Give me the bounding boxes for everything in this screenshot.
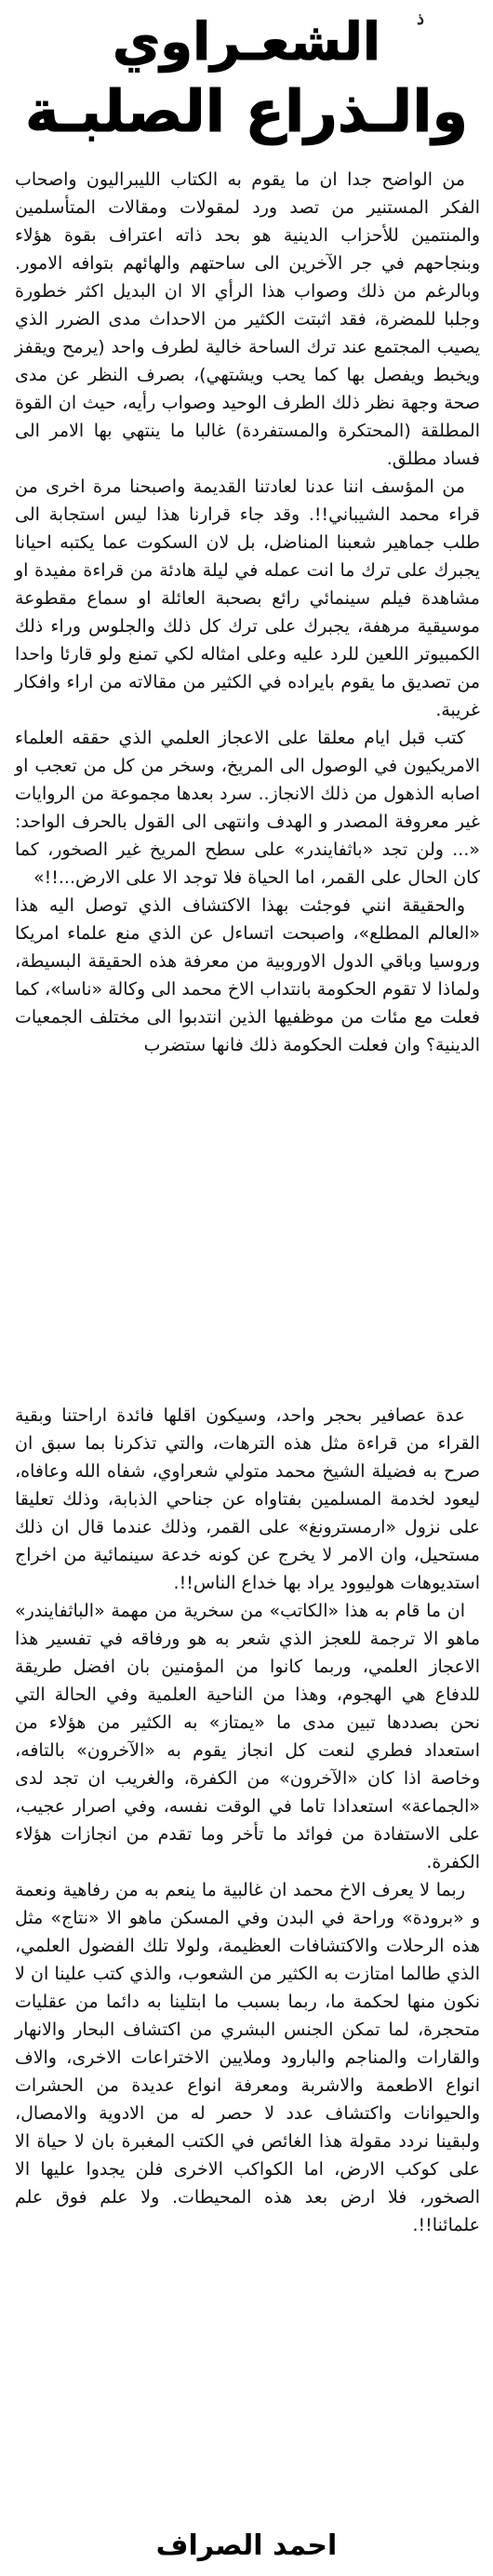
paragraph: عدة عصافير بحجر واحد، وسيكون اقلها فائدة اراحتنا وبقية القراء من قراءة مثل هذه الترهات، والتي تذكرنا بما سبق ان صرح به فضيلة الشيخ محمد متولي شعراوي، شفاه الله وعافاه، ليعود لخدمة المسلمين بفتاواه عن جناحي الذبابة، وذلك تعليقا على نزول «ارمسترونغ» على القمر، وذلك عندما قال ان ذلك مستحيل، وان الامر لا يخرج عن كونه خدعة سينمائية من اخراج استديوهات هوليوود يراد بها خداع الناس!!.	[15, 1405, 480, 1593]
headline	[0, 13, 493, 145]
headline-line-1: الشعـراوي	[112, 12, 381, 73]
corner-mark: ذ	[417, 9, 425, 29]
paragraph: كتب قبل ايام معلقا على الاعجاز العلمي الذي حققه العلماء الامريكيون في الوصول الى المريخ، وسخر من كل من تعجب او اصابه الذهول من ذلك الانجاز.. سرد بعدها مجموعة من الروايات غير معروفة المصدر و الهدف وانتهى الى القول بالحرف الواحد: «... ولن تجد «باثفايندر» على سطح المريخ غير الصخور، كما كان الحال على القمر، اما الحياة فلا توجد الا على الارض...!!»	[15, 728, 480, 888]
headline-line-2: والـذراع الصلبـة	[25, 77, 468, 146]
article-body-part-1	[15, 166, 480, 1059]
paragraph: ان ما قام به هذا «الكاتب» من سخرية من مهمة «الباثفايندر» ماهو الا ترجمة للعجز الذي شعر به هو ورفاقه في تفسير هذا الاعجاز العلمي، وربما كانوا من المؤمنين بان افضل طريقة للدفاع هي الهجوم، وهذا من الناحية العلمية وفي الحالة التي نحن بصددها تبين مدى ما «يمتاز» به الكثير من هؤلاء من استعداد فطري لنعت كل انجاز يقوم به «الآخرون» بالتافه، وخاصة اذا كان «الآخرون» من الكفرة، والغريب ان تجد لدى «الجماعة» استعدادا تاما في الوقت نفسه، وفي اصرار عجيب، على الاستفادة من فوائد ما تأخر وما تقدم من انجازات هؤلاء الكفرة.	[15, 1601, 480, 1872]
paragraph: من المؤسف اننا عدنا لعادتنا القديمة واصبحنا مرة اخرى من قراء محمد الشيباني!!. وقد جاء قرارنا هذا ليس استجابة الى طلب جماهير شعبنا المناضل، بل لان السكوت عما يكتبه احيانا يجبرك على ترك ما انت عمله في ليلة هادئة من قراءة مفيدة او مشاهدة فيلم سينمائي رائع بصحبة العائلة او سماع مقطوعة موسيقية مرهفة، يجبرك على ترك كل ذلك والجلوس وراء ذلك الكمبيوتر اللعين للرد عليه وعلى امثاله لكي تمنع ولو قارئا واحدا من تصديق ما يقوم بايراده في الكثير من مقالاته من اراء وافكار غريبة.	[15, 476, 480, 720]
paragraph: ربما لا يعرف الاخ محمد ان غالبية ما ينعم به من رفاهية ونعمة و «برودة» وراحة في البدن وفي المسكن ماهو الا «نتاج» مثل هذه الرحلات والاكتشافات العظيمة، ولولا تلك الفضول العلمي، الذي طالما امتازت به الكثير من الشعوب، والذي كتب علينا ان لا نكون منها لحكمة ما، ربما بسبب ما ابتلينا به دائما من عقليات متحجرة، لما تمكن الجنس البشري من اكتشاف البحار والانهار والقارات والمناجم والبارود وملايين الاختراعات الاخرى، والاف انواع الاطعمة والاشربة ومعرفة انواع عديدة من الحشرات والحيوانات واكتشاف عدد لا حصر له من الادوية والامصال، ولبقينا نردد مقولة هذا الغائص في الكتب المغبرة بان لا حياة الا على كوكب الارض، اما الكواكب الاخرى فلن يجدوا عليها الا الصخور، فلا ارض بعد هذه المحيطات. ولا علم فوق علم علمائنا!!.	[15, 1880, 480, 2235]
article-body-part-2	[15, 1402, 480, 2239]
paragraph: من الواضح جدا ان ما يقوم به الكتاب الليبراليون واصحاب الفكر المستنير من تصد ورد لمقولات ومقالات المتأسلمين والمنتمين للأحزاب الدينية هو بحد ذاته اعتراف بقوة هؤلاء وبنجاحهم في جر الآخرين الى ساحتهم والهائهم بتوافه الامور. وبالرغم من ذلك وصواب هذا الرأي الا ان البديل اكثر خطورة وجلبا للمضرة، فقد اثبتت الكثير من الاحداث مدى الضرر الذي يصيب المجتمع عند ترك الساحة خالية لطرف واحد (يرمح ويقفز ويخبط ويفصل بها كما يحب ويشتهي)، بصرف النظر عن مدى صحة وجهة نظر ذلك الطرف الوحيد وصواب رأيه، حيث ان القوة المطلقة (المحتكرة والمستفردة) غالبا ما ينتهي بها الامر الى فساد مطلق.	[15, 169, 480, 469]
paragraph: والحقيقة انني فوجئت بهذا الاكتشاف الذي توصل اليه هذا «العالم المطلع»، واصبحت اتساءل عن الذي منع علماء امريكا وروسيا وباقي الدول الاوروبية من معرفة هذه الحقيقة البسيطة، ولماذا لا تقوم الحكومة بانتداب الاخ محمد الى وكالة «ناسا»، كما فعلت مع مئات من موظفيها الذين انتدبوا الى مختلف الجمعيات الدينية؟ وان فعلت الحكومة ذلك فانها ستضرب	[15, 895, 480, 1055]
author-signature: احمد الصراف	[155, 2529, 338, 2562]
